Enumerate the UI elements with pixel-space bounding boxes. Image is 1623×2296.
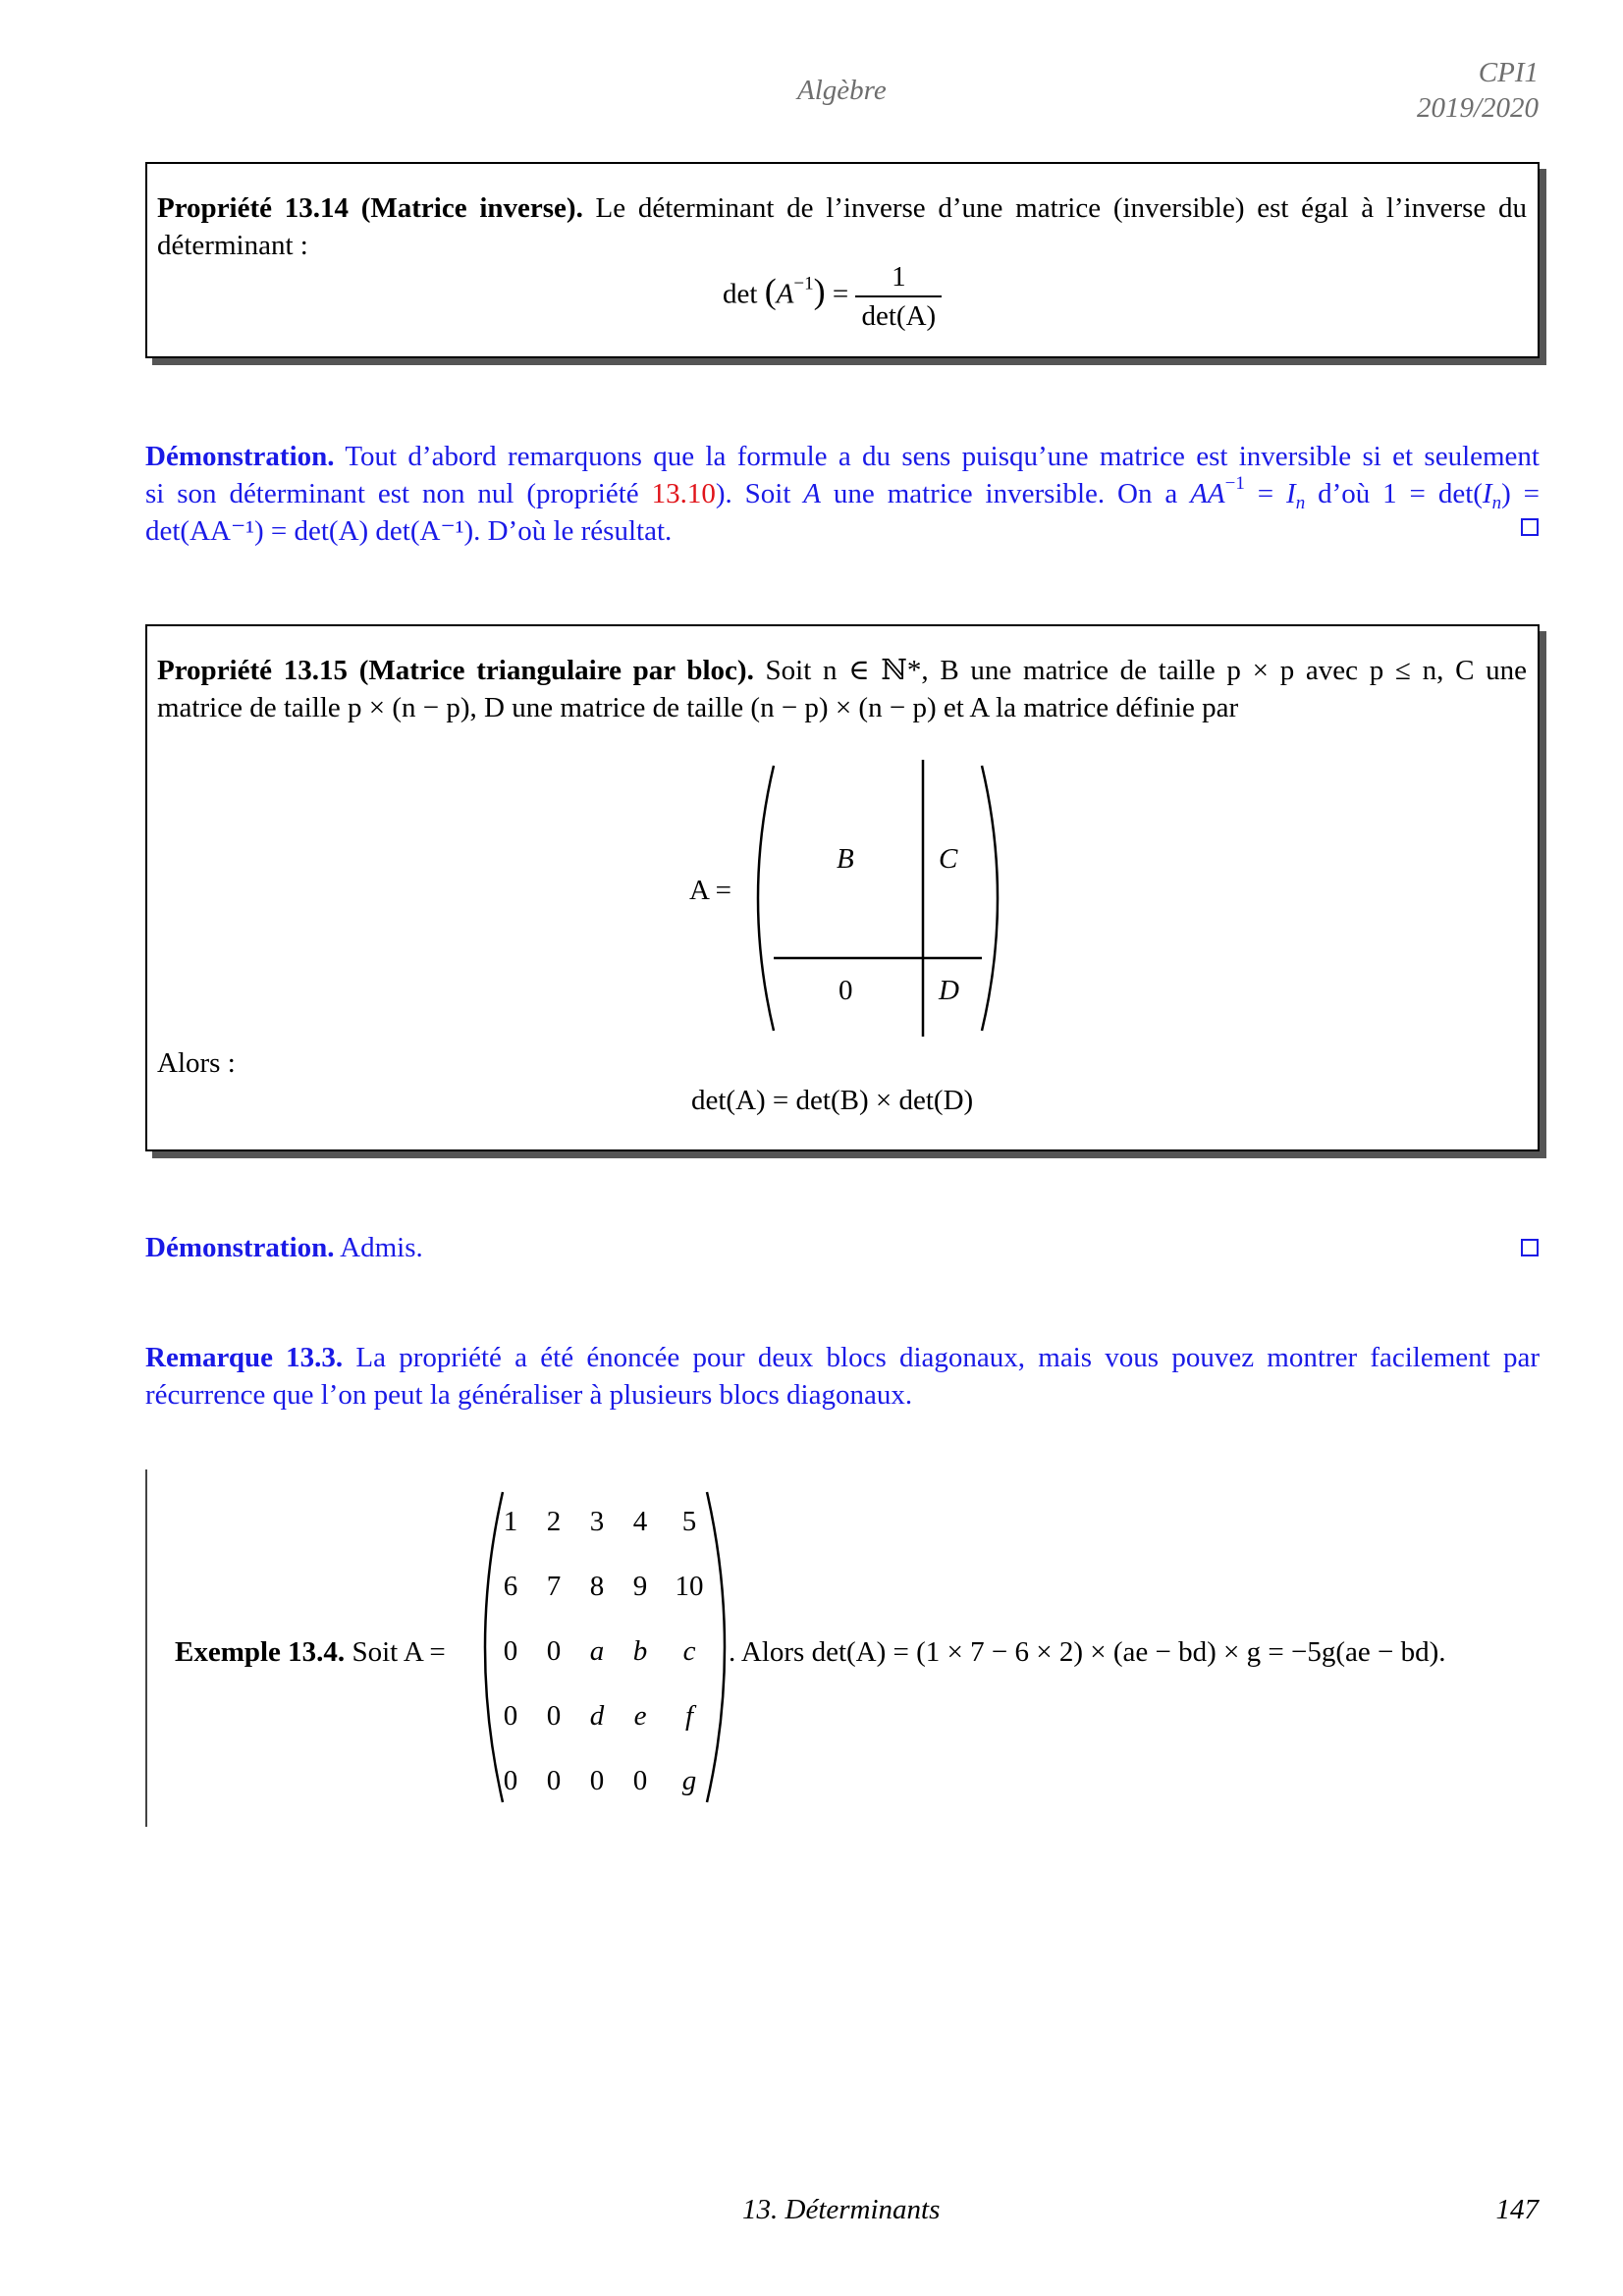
matrix-cell: 6: [503, 1571, 518, 1602]
matrix-cell: 8: [589, 1571, 605, 1602]
property-13-14-title: Propriété 13.14 (Matrice inverse).: [157, 192, 583, 224]
block-b: B: [837, 843, 854, 875]
matrix-cell: 2: [546, 1506, 562, 1537]
matrix-cell: 0: [546, 1765, 562, 1796]
matrix-cell: 0: [503, 1700, 518, 1732]
block-c: C: [939, 843, 958, 875]
property-13-15-line-1-text: Soit n ∈ ℕ*, B une matrice de taille p × p avec p ≤ n, C une: [753, 655, 1527, 686]
example-title: Exemple 13.4.: [175, 1636, 346, 1668]
property-13-14-text: [157, 189, 1527, 264]
block-d: D: [939, 975, 959, 1006]
demo-1-line-2-e: ) =: [1501, 478, 1540, 509]
demo-1-line-1-text: Tout d’abord remarquons que la formule a du sens puisqu’une matrice est inversible si et seulement: [334, 441, 1540, 472]
matrix-cell: 1: [503, 1506, 518, 1537]
property-13-15-text: [157, 652, 1527, 726]
formula-arg: A: [776, 278, 794, 310]
qed-square-icon: [1521, 518, 1539, 536]
matrix-cell: a: [589, 1635, 605, 1667]
matrix-cell: c: [682, 1635, 696, 1667]
matrix-cell: 5: [681, 1506, 697, 1537]
property-13-14-formula: $\det (A^{-1})$ = $\frac{1}{\det(A)}$: [723, 258, 942, 335]
matrix-cell: 3: [589, 1506, 605, 1537]
matrix-cell: f: [684, 1700, 694, 1732]
property-13-15-line-2: matrice de taille p × (n − p), D une matrice de taille (n − p) × (n − p) et A la matrice définie par: [157, 692, 1239, 723]
matrix-cell: 4: [632, 1506, 648, 1537]
demo-1-line-3: det(AA⁻¹) = det(A) det(A⁻¹). D’où le résultat.: [145, 515, 673, 547]
formula-eq: =: [832, 278, 849, 310]
left-paren: [758, 766, 774, 1031]
matrix-cell: 0: [632, 1765, 648, 1796]
demo-1-line-2-a: si son déterminant est non nul (propriété: [145, 478, 652, 509]
property-13-15-line-1: [157, 652, 1527, 689]
matrix-cell: b: [632, 1635, 648, 1667]
right-paren: [982, 766, 998, 1031]
fraction-numerator: 1: [855, 258, 942, 297]
demo-1-line-2-b: ). Soit: [715, 478, 804, 509]
matrix-cell: d: [589, 1700, 605, 1732]
remark-line-1-text: La propriété a été énoncée pour deux blocs diagonaux, mais vous pouvez montrer facilement par: [343, 1342, 1540, 1373]
formula-exp: −1: [793, 273, 814, 294]
demo-2-title: Démonstration.: [145, 1232, 335, 1263]
block-determinant-result: det(A) = det(B) × det(D): [691, 1085, 974, 1116]
matrix-cell: 0: [503, 1765, 518, 1796]
property-13-15-title: Propriété 13.15 (Matrice triangulaire par bloc).: [157, 655, 754, 686]
formula-fraction: [855, 258, 942, 335]
header-center: Algèbre: [797, 75, 887, 106]
demo-1-line-1: [145, 438, 1540, 475]
matrix-lhs: A =: [689, 875, 731, 906]
matrix-cell: 0: [546, 1635, 562, 1667]
matrix-cell: 7: [546, 1571, 562, 1602]
property-13-15-box: [145, 624, 1540, 1151]
demo-1-line-2: si son déterminant est non nul (propriété 13.10). Soit A une matrice inversible. On a $AA^{-1} = I_n$ d’où $1 = \det(I_n)$ =: [145, 473, 1540, 513]
remark-line-2: récurrence que l’on peut la généraliser à plusieurs blocs diagonaux.: [145, 1379, 913, 1411]
matrix-cell: 0: [546, 1700, 562, 1732]
demonstration-2: [145, 1229, 423, 1266]
demo-1-title: Démonstration.: [145, 441, 335, 472]
property-reference-link[interactable]: 13.10: [651, 478, 716, 509]
right-paren: [707, 1492, 725, 1802]
formula-det: det: [723, 278, 758, 310]
alors-label: Alors :: [157, 1047, 236, 1079]
example-conclusion: . Alors det(A) = (1 × 7 − 6 × 2) × (ae − bd) × g = −5g(ae − bd).: [729, 1636, 1446, 1668]
footer-page: 147: [1495, 2194, 1539, 2225]
demo-1-line-2-c: une matrice inversible. On a: [821, 478, 1191, 509]
example-intro: [175, 1633, 446, 1671]
matrix-cell: e: [633, 1700, 647, 1732]
header-right-line2: 2019/2020: [1416, 92, 1539, 124]
qed-square-icon: [1521, 1239, 1539, 1256]
demo-2-text: Admis.: [334, 1232, 423, 1263]
block-matrix-svg: [750, 756, 1005, 1041]
matrix-cell: 0: [503, 1635, 518, 1667]
matrix-cell: g: [681, 1765, 697, 1796]
demonstration-1: [145, 438, 1540, 550]
header-right-line1: CPI1: [1478, 57, 1539, 88]
fraction-denominator: det(A): [861, 300, 937, 332]
matrix-cell: 0: [589, 1765, 605, 1796]
example-soit: Soit A =: [345, 1636, 446, 1668]
block-zero: 0: [839, 975, 853, 1006]
property-13-14-statement: Le déterminant de l’inverse d’une matrice (inversible) est égal à l’inverse du déterminant :: [157, 192, 1528, 261]
remark-title: Remarque 13.3.: [145, 1342, 344, 1373]
matrix-cell: 10: [675, 1571, 704, 1602]
matrix-cell: 9: [632, 1571, 648, 1602]
remark-13-3: [145, 1339, 1540, 1414]
footer-chapter: 13. Déterminants: [742, 2194, 941, 2225]
demo-1-line-2-d: d’où 1 = det(: [1305, 478, 1483, 509]
example-left-bar: [145, 1469, 147, 1827]
property-13-14-box: [145, 162, 1540, 358]
remark-line-1: [145, 1339, 1540, 1376]
